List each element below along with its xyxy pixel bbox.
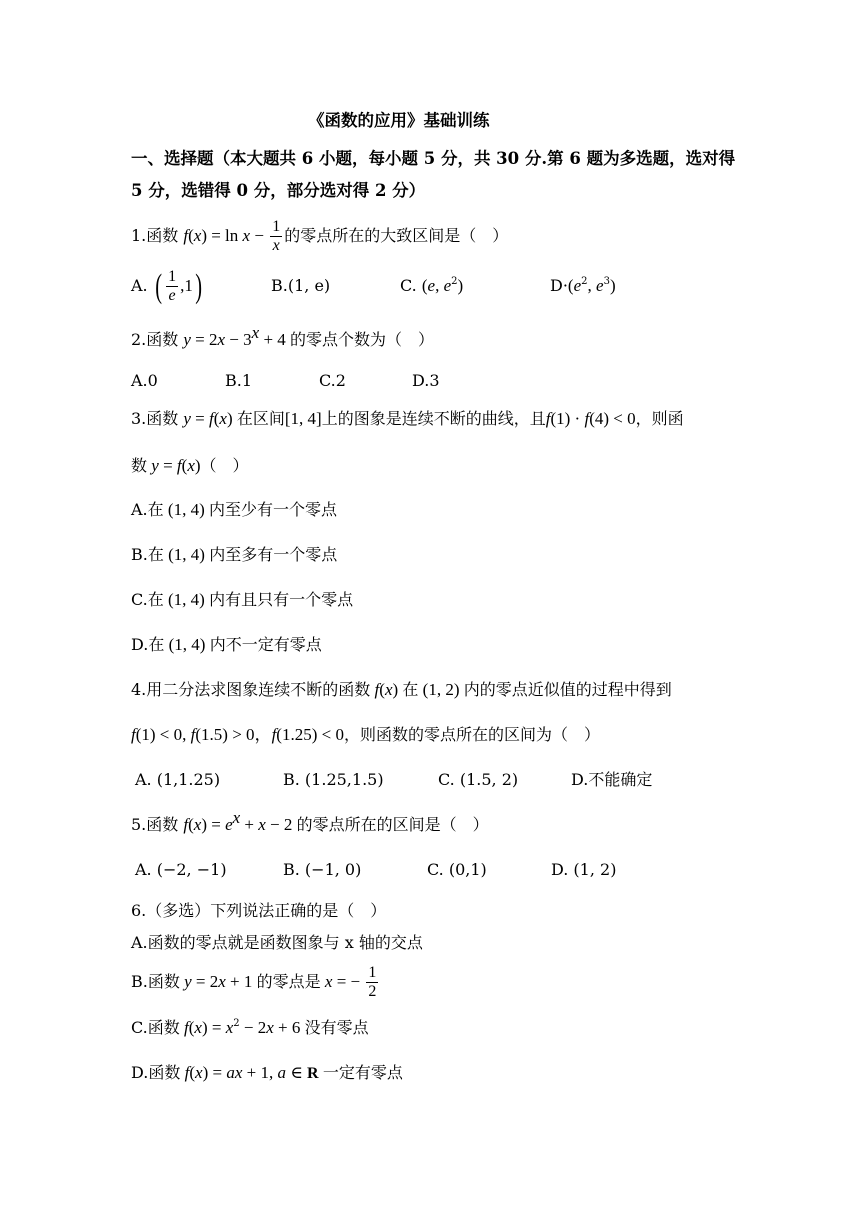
question-4-option-a: A. (1,1.25) [135, 770, 221, 789]
question-2-option-c: C.2 [319, 371, 346, 390]
question-1-option-b: B.(1, e) [271, 276, 331, 295]
question-4-option-d: D.不能确定 [571, 770, 653, 789]
section-heading-line2: 5 分，选错得 0 分，部分选对得 2 分） [131, 181, 426, 200]
question-2-option-a: A.0 [131, 371, 158, 390]
question-2-stem: 2.函数 $y = 2x - 3^x + 4$ 的零点个数为（ ） [131, 323, 435, 349]
page-title: 《函数的应用》基础训练 [308, 111, 490, 130]
question-5-option-c: C. (0,1) [427, 860, 487, 879]
question-6-stem: 6.（多选）下列说法正确的是（ ） [131, 901, 387, 920]
question-1-option-a: A. ( $\frac{1}{e}$ ,1) [131, 267, 202, 305]
question-3-option-d: D.在 (1, 4) 内不一定有零点 [131, 635, 322, 654]
question-3-stem-line2: 数 y = f(x)（ ） [131, 456, 249, 475]
question-4-option-c: C. (1.5, 2) [438, 770, 519, 789]
question-4-stem-line2: f(1) < 0, f(1.5) > 0，f(1.25) < 0，则函数的零点所在的区间为（ ） [131, 725, 600, 744]
question-6-option-b: B.函数 y = 2x + 1 的零点是 x = − $\frac{1}{2}$ [131, 964, 377, 1000]
question-2-option-b: B.1 [225, 371, 253, 390]
question-1-option-c: C. (e, $e^2$) [400, 276, 464, 295]
question-4-stem-line1: 4.用二分法求图象连续不断的函数 f(x) 在 (1, 2) 内的零点近似值的过程中得到 [131, 680, 672, 699]
question-3-option-b: B.在 (1, 4) 内至多有一个零点 [131, 545, 338, 564]
question-5-option-b: B. (−1, 0) [283, 860, 362, 879]
section-heading-line1: 一、选择题（本大题共 6 小题，每小题 5 分，共 30 分.第 6 题为多选题，选对得 [131, 149, 736, 168]
question-4-option-b: B. (1.25,1.5) [283, 770, 384, 789]
question-1-stem: 1.函数 f(x) = ln x − $\frac{1}{x}$ 的零点所在的大致区间是（ ） [131, 218, 509, 254]
question-6-option-d: D.函数 f(x) = ax + 1, a ∈ R 一定有零点 [131, 1063, 403, 1082]
question-2-option-d: D.3 [412, 371, 440, 390]
question-5-option-d: D. (1, 2) [551, 860, 617, 879]
question-6-option-a: A.函数的零点就是函数图象与 x 轴的交点 [131, 933, 423, 952]
question-3-option-c: C.在 (1, 4) 内有且只有一个零点 [131, 590, 354, 609]
question-5-option-a: A. (−2, −1) [135, 860, 227, 879]
question-1-option-d: $D\cdot(e^2$, $e^3$) [550, 276, 616, 295]
question-3-stem-line1: 3.函数 y = f(x) 在区间[1, 4]上的图象是连续不断的曲线，且f(1) · f(4) < 0，则函 [131, 409, 684, 428]
question-5-stem: 5.函数 $f(x) = e^x + x - 2$ 的零点所在的区间是（ ） [131, 808, 489, 834]
question-3-option-a: A.在 (1, 4) 内至少有一个零点 [131, 500, 337, 519]
question-6-option-c: C.函数 $f(x) = x^2 - 2x + 6$ 没有零点 [131, 1018, 369, 1037]
